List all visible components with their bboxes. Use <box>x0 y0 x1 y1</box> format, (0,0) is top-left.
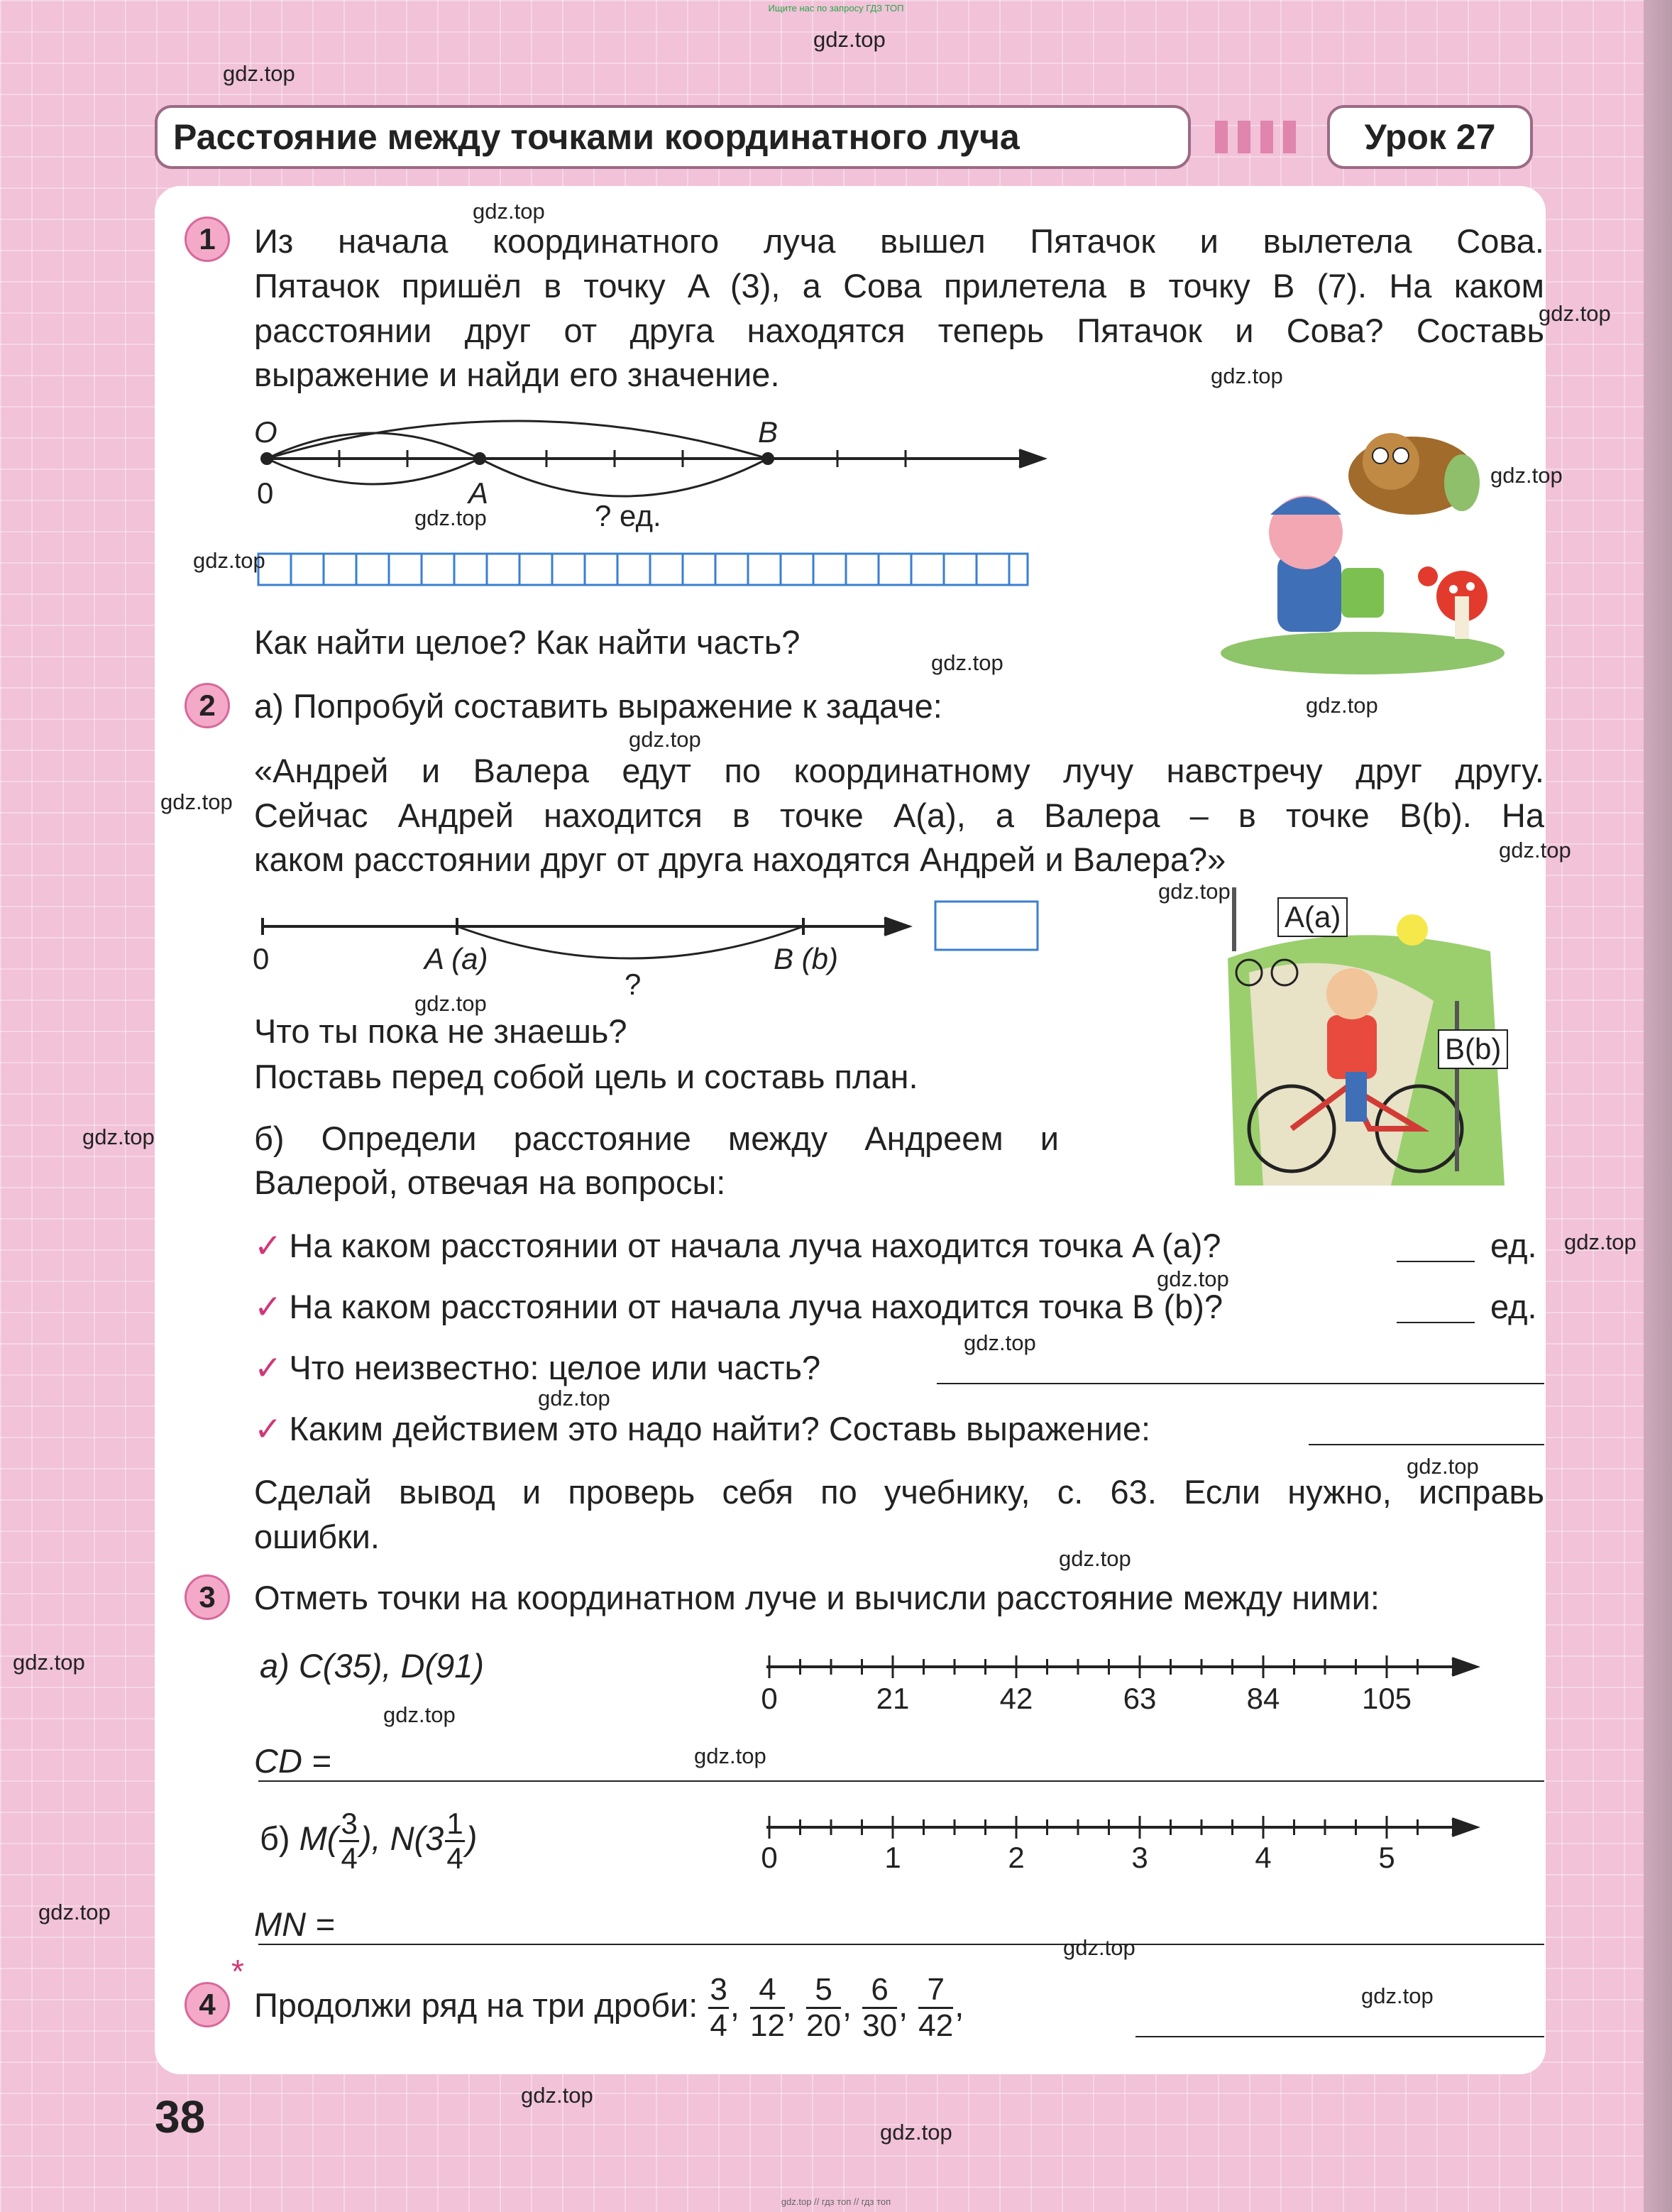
piglet-owl-illustration <box>1199 412 1512 681</box>
watermark: gdz.top <box>13 1650 85 1675</box>
page-number: 38 <box>155 2091 206 2142</box>
task-3-number: 3 <box>185 1575 230 1620</box>
watermark: gdz.top <box>538 1386 610 1411</box>
task-1-line: выражение и найди его значение. <box>254 356 780 393</box>
ray-unknown-label: ? ед. <box>595 499 661 532</box>
watermark: gdz.top <box>1564 1230 1637 1254</box>
watermark: gdz.top <box>1499 838 1571 863</box>
tick-label: 1 <box>884 1841 901 1874</box>
answer-line[interactable] <box>258 1780 1544 1782</box>
sign-b: B(b) <box>1438 1029 1508 1069</box>
bottom-note: gdz.top // гдз топ // гдз топ <box>781 2196 891 2207</box>
watermark: gdz.top <box>964 1330 1036 1355</box>
task-2-conclusion: ошибки. <box>254 1518 380 1555</box>
watermark: gdz.top <box>931 650 1003 675</box>
check-item <box>254 1224 1221 1268</box>
fraction: $\frac{6}{30}$ <box>862 1972 898 2044</box>
task-3a-cd: CD = <box>254 1742 331 1780</box>
tick-label: 0 <box>761 1841 778 1874</box>
answer-line[interactable] <box>1397 1261 1475 1262</box>
task-4-number: 4 <box>185 1982 230 2027</box>
check-mark-icon: ✓ <box>254 1227 282 1264</box>
task-2-conclusion: Сделай вывод и проверь себя по учебнику, с. 63. Если нужно, исправь <box>254 1473 1544 1511</box>
check-item <box>254 1407 1150 1451</box>
tick-label: 84 <box>1246 1682 1280 1715</box>
watermark: gdz.top <box>694 1743 766 1768</box>
ray-label-a: A <box>468 476 489 510</box>
fraction: $\frac{1}{4}$ <box>446 1807 463 1876</box>
watermark: gdz.top <box>1063 1935 1135 1960</box>
task-1-line: Из начала координатного луча вышел Пятачок и вылетела Сова. <box>254 222 1544 260</box>
watermark: gdz.top <box>521 2083 593 2108</box>
task-2-quote-line: каком расстоянии друг от друга находятся Андрей и Валера?» <box>254 841 1226 878</box>
watermark: gdz.top <box>82 1124 155 1149</box>
fraction: $\frac{7}{42}$ <box>918 1972 954 2044</box>
task-3a-points: а) C(35), D(91) <box>260 1647 485 1685</box>
check-mark-icon: ✓ <box>254 1410 282 1447</box>
task-4-row: Продолжи ряд на три дроби: $\frac{3}{4}$ , $\frac{4}{12}$ , $\frac{5}{20}$ , $\frac{6}{30}$ , $\frac{7}{42}$ , <box>254 1972 964 2044</box>
answer-line[interactable] <box>1309 1444 1544 1445</box>
watermark: gdz.top <box>160 789 233 814</box>
watermark: gdz.top <box>1539 301 1611 326</box>
fraction: $\frac{3}{4}$ <box>710 1972 727 2044</box>
tick-label: 63 <box>1123 1682 1157 1715</box>
tick-label: 105 <box>1361 1682 1412 1715</box>
task-4-star: * <box>231 1953 244 1990</box>
unit: ед. <box>1490 1227 1537 1264</box>
task-1-line: Пятачок пришёл в точку A (3), а Сова прилетела в точку B (7). На каком <box>254 267 1544 305</box>
answer-line[interactable] <box>258 1944 1544 1945</box>
task-3-text: Отметь точки на координатном луче и вычисли расстояние между ними: <box>254 1579 1380 1616</box>
tick-label: 4 <box>1255 1841 1272 1874</box>
sign-a: A(a) <box>1277 897 1348 937</box>
watermark: gdz.top <box>1490 463 1563 488</box>
watermark: gdz.top <box>1157 1266 1229 1291</box>
fraction: $\frac{3}{4}$ <box>341 1807 358 1876</box>
task-3a-ray <box>766 1658 1476 1675</box>
watermark: gdz.top <box>1306 693 1378 718</box>
check-text: На каком расстоянии от начала луча находится точка A (a)? <box>289 1227 1221 1264</box>
watermark: gdz.top <box>1059 1546 1131 1571</box>
tick-label: 2 <box>1008 1841 1025 1874</box>
task-2-quote-line: Сейчас Андрей находится в точке A(a), а Валера – в точке B(b). На <box>254 796 1544 834</box>
watermark: gdz.top <box>1158 879 1231 904</box>
ray-2-b: B (b) <box>774 942 839 975</box>
task-2-answer-box <box>935 902 1038 950</box>
watermark: gdz.top <box>193 548 265 573</box>
task-2-unknown: Что ты пока не знаешь? <box>254 1012 627 1050</box>
watermark: gdz.top <box>414 991 487 1016</box>
check-text: Что неизвестно: целое или часть? <box>289 1349 821 1386</box>
ray-label-zero: 0 <box>257 476 274 510</box>
task-1-line: расстоянии друг от друга находятся теперь Пятачок и Сова? Составь <box>254 312 1544 349</box>
watermark: gdz.top <box>473 199 545 224</box>
tick-label: 0 <box>761 1682 778 1715</box>
tick-label: 42 <box>999 1682 1033 1715</box>
task-4-text: Продолжи ряд на три дроби: <box>254 1986 698 2024</box>
check-text: Каким действием это надо найти? Составь выражение: <box>289 1410 1151 1447</box>
top-note: Ищите нас по запросу ГДЗ ТОП <box>768 3 904 13</box>
task-2b-intro: Валерой, отвечая на вопросы: <box>254 1164 726 1201</box>
fraction: $\frac{4}{12}$ <box>750 1972 785 2044</box>
ray-2-a: A (a) <box>424 942 488 975</box>
task-2-plan: Поставь перед собой цель и составь план. <box>254 1058 918 1095</box>
task-1-ray <box>262 421 1043 496</box>
unit: ед. <box>1490 1288 1537 1325</box>
check-item <box>254 1346 820 1390</box>
watermark: gdz.top <box>383 1702 456 1727</box>
task-2a-intro: а) Попробуй составить выражение к задаче: <box>254 687 942 725</box>
tick-label: 21 <box>876 1682 910 1715</box>
ray-label-b: B <box>758 415 779 449</box>
check-mark-icon: ✓ <box>254 1349 282 1386</box>
task-3b-mn: MN = <box>254 1905 335 1943</box>
task-2-quote-line: «Андрей и Валера едут по координатному лучу навстречу друг другу. <box>254 752 1544 789</box>
task-2-number: 2 <box>185 683 230 728</box>
fraction: $\frac{5}{20}$ <box>806 1972 842 2044</box>
check-mark-icon: ✓ <box>254 1288 282 1325</box>
task-2b-intro: б) Определи расстояние между Андреем и <box>254 1119 1059 1157</box>
watermark: gdz.top <box>1211 363 1283 388</box>
lesson-number: Урок 27 <box>1327 105 1533 169</box>
watermark: gdz.top <box>223 61 295 86</box>
watermark: gdz.top <box>629 727 701 752</box>
lesson-title: Расстояние между точками координатного луча <box>155 105 1191 169</box>
ray-2-question: ? <box>625 968 642 1001</box>
check-item <box>254 1285 1223 1329</box>
watermark: gdz.top <box>880 2120 952 2145</box>
answer-line[interactable] <box>937 1383 1544 1384</box>
cyclists-illustration <box>1206 887 1519 1186</box>
task-1-number: 1 <box>185 217 230 262</box>
task-3b-points: б) M( $\frac{3}{4}$ ), N(3 $\frac{1}{4}$ ) <box>260 1807 478 1876</box>
watermark: gdz.top <box>1407 1454 1479 1479</box>
answer-line[interactable] <box>1397 1322 1475 1323</box>
ray-label-o: O <box>254 415 277 449</box>
watermark: gdz.top <box>1361 1983 1434 2008</box>
answer-line[interactable] <box>1135 2036 1544 2037</box>
ray-2-zero: 0 <box>253 942 270 975</box>
task-1-question: Как найти целое? Как найти часть? <box>254 623 801 661</box>
tick-label: 3 <box>1131 1841 1148 1874</box>
watermark: gdz.top <box>38 1900 111 1924</box>
task-1-answer-cells <box>258 554 1028 585</box>
watermark: gdz.top <box>414 505 487 530</box>
check-text: На каком расстоянии от начала луча находится точка B (b)? <box>289 1288 1223 1325</box>
tick-label: 5 <box>1378 1841 1395 1874</box>
watermark: gdz.top <box>813 27 886 52</box>
task-3b-ray <box>766 1819 1476 1836</box>
